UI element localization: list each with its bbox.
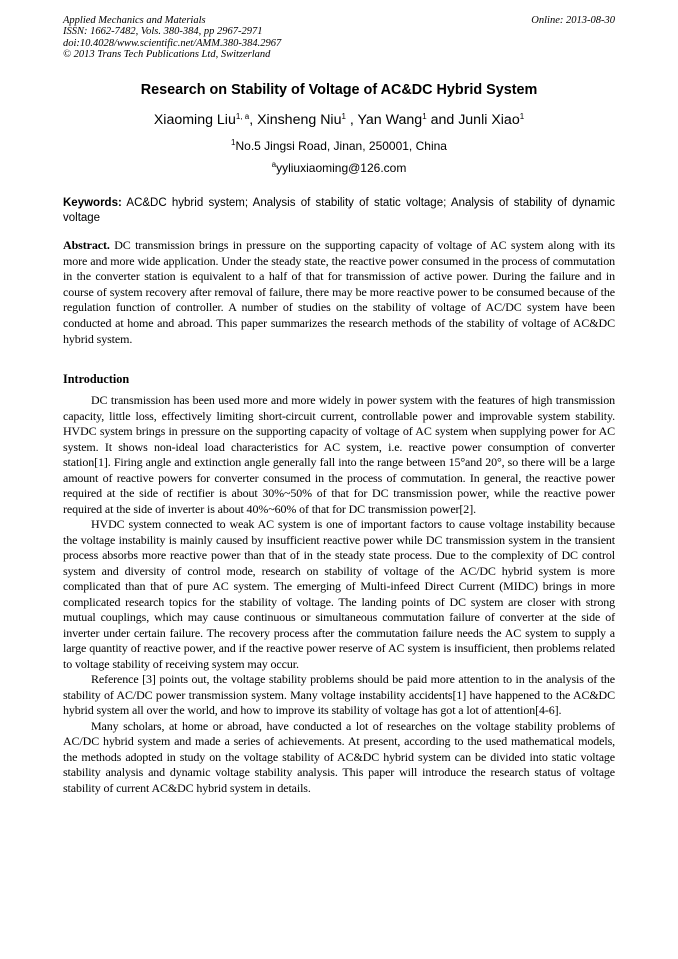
author-affil-mark: 1 [422, 112, 427, 121]
author-affil-mark: 1 [519, 112, 525, 121]
doi-line[interactable]: doi:10.4028/www.scientific.net/AMM.380-384.2967 [63, 37, 282, 49]
keywords-text: AC&DC hybrid system; Analysis of stability of static voltage; Analysis of stability of dynamic voltage [63, 197, 615, 224]
email-address[interactable]: yyliuxiaoming@126.com [276, 161, 407, 175]
email-mark: a [271, 160, 277, 169]
issn-line: ISSN: 1662-7482, Vols. 380-384, pp 2967-2971 [63, 26, 263, 38]
keywords [63, 196, 615, 226]
author-affil-mark: 1 [341, 112, 346, 121]
author-affil-mark: 1, a [235, 112, 250, 121]
abstract-text: DC transmission brings in pressure on the supporting capacity of voltage of AC system along with its more and more wide application. Under the steady state, the reactive power consumed in the process of commutation in the converter station is equivalent to a half of that for transmission of active power. During the failure and in course of system recovery after removal of failure, there may be more reactive power to be consumed because of the regulation function of controller. A number of studies on the stability of voltage of AC/DC system have been conducted at home and abroad. This paper summarizes the research methods of the stability of voltage of AC&DC hybrid system. [63, 238, 615, 346]
author-name: and Junli Xiao [426, 112, 520, 128]
affiliation [0, 139, 678, 153]
paragraph: DC transmission has been used more and more widely in power system with the features of high transmission capacity, little loss, effectively limiting short-circuit current, controllable power and improvable system stability. HVDC system brings in pressure on the supporting capacity of voltage of AC system when supplying power for AC system. It shows non-ideal load characteristics for AC system, i.e. reactive power consumption of converter station[1]. Firing angle and extinction angle generally fall into the range between 15°and 20°, so there will be a large amount of reactive powers for converter consumed in the process of commutation. In general, the reactive power required at the side of rectifier is about 30%~50% of that for DC transmission power, while the reactive power required at the side of inverter is about 40%~60% of that for DC transmission power[2]. [63, 393, 615, 516]
affiliation-text: No.5 Jingsi Road, Jinan, 250001, China [235, 139, 447, 153]
abstract [63, 238, 615, 347]
author-name: , Xinsheng Niu [249, 112, 342, 128]
copyright-line: © 2013 Trans Tech Publications Ltd, Switzerland [63, 49, 271, 61]
author-name: , Yan Wang [345, 112, 423, 128]
author-list [0, 112, 678, 128]
paper-title: Research on Stability of Voltage of AC&DC Hybrid System [140, 82, 538, 98]
author-name: Xiaoming Liu [153, 112, 236, 128]
email [0, 161, 678, 175]
section-heading-introduction: Introduction [63, 372, 130, 386]
paragraph: Many scholars, at home or abroad, have conducted a lot of researches on the voltage stability problems of AC/DC hybrid system and made a series of achievements. At present, according to the used mathematical models, the methods adopted in study on the voltage stability of AC&DC hybrid system can be divided into static voltage stability analysis and dynamic voltage stability analysis. This paper will introduce the research status of voltage stability of current AC&DC hybrid system in details. [63, 718, 615, 795]
paragraph: Reference [3] points out, the voltage stability problems should be paid more attention to in the analysis of the stability of AC/DC power transmission system. Many voltage instability accidents[1] have happened to the AC&DC hybrid system all over the world, and how to improve its stability of voltage has got a lot of attention[4-6]. [63, 672, 615, 717]
page-header [63, 15, 615, 61]
paragraph: HVDC system connected to weak AC system is one of important factors to cause voltage instability because the voltage instability is mainly caused by insufficient reactive power while DC transmission system in the transient process absorbs more reactive power than that of in the steady state process. Due to the complexity of DC control system and diversity of control mode, research on stability of voltage of the AC/DC hybrid system is more complicated than that of pure AC system. The emerging of Multi-infeed Direct Current (MIDC) brings in more complicated research topics for the stability of voltage. The landing points of DC system are closer with strong mutual couplings, which may cause continuous or simultaneous commutation failure of converter at the side of inverter under certain failure. The recovery process after the commutation failure needs the AC system to supply a large quantity of reactive power, and if the reactive power reserve of AC system is insufficient, then problems related to voltage stability of receiving system may occur. [63, 517, 615, 671]
introduction-body [63, 393, 615, 796]
affiliation-mark: 1 [231, 138, 236, 147]
keywords-label: Keywords: [63, 197, 122, 209]
abstract-label: Abstract. [63, 238, 110, 252]
journal-name: Applied Mechanics and Materials [63, 15, 206, 26]
online-date: Online: 2013-08-30 [531, 15, 615, 26]
